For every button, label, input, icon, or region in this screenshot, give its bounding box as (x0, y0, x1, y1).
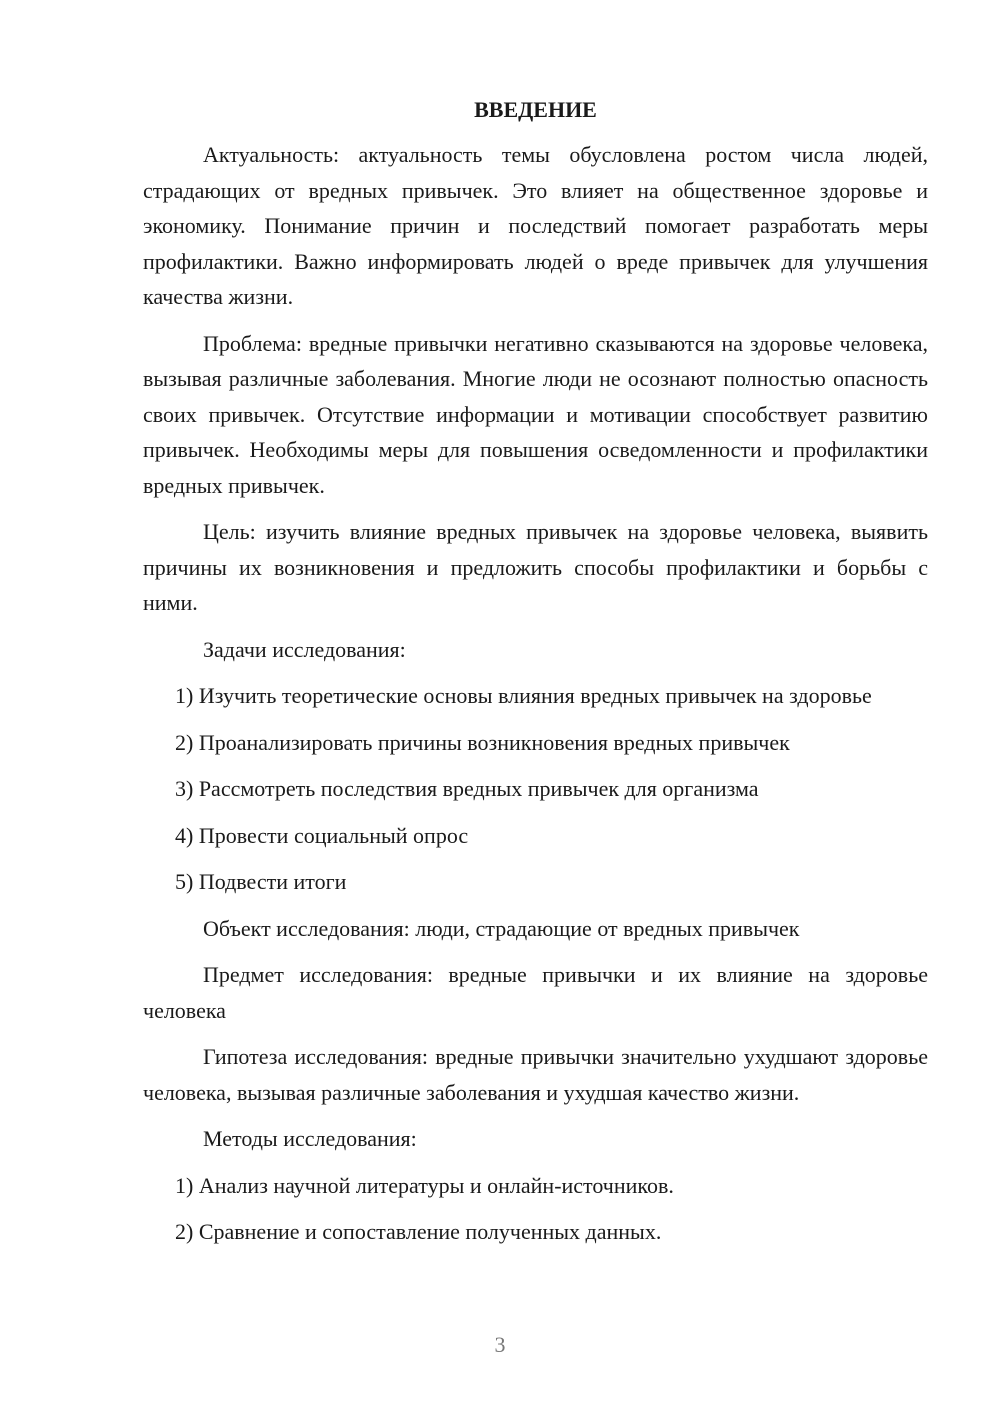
method-item-1: 1) Анализ научной литературы и онлайн-источников. (175, 1172, 674, 1198)
task-item-1: 1) Изучить теоретические основы влияния вредных привычек на здоровье (175, 683, 872, 708)
page-number: 3 (494, 1332, 506, 1357)
methods-label: Методы исследования: (203, 1126, 417, 1151)
relevance-paragraph: Актуальность: актуальность темы обусловлена ростом числа людей, страдающих от вредных привычек. Это влияет на общественное здоровье и экономику. Понимание причин и последствий помогает разработать меры профилактики. Важно информировать людей о вреде привычек для улучшения качества жизни. (143, 142, 928, 309)
task-item-2: 2) Проанализировать причины возникновения вредных привычек (175, 729, 790, 755)
hypothesis-paragraph: Гипотеза исследования: вредные привычки значительно ухудшают здоровье человека, вызывая различные заболевания и ухудшая качество жизни. (143, 1044, 928, 1105)
task-item-5: 5) Подвести итоги (175, 869, 347, 894)
subject-paragraph: Предмет исследования: вредные привычки и их влияние на здоровье человека (143, 962, 928, 1023)
method-item-2: 2) Сравнение и сопоставление полученных данных. (175, 1219, 662, 1244)
document-body (143, 92, 928, 1261)
task-item-4: 4) Провести социальный опрос (175, 822, 469, 848)
task-item-3: 3) Рассмотреть последствия вредных привычек для организма (175, 776, 759, 801)
tasks-label: Задачи исследования: (203, 636, 406, 662)
problem-paragraph: Проблема: вредные привычки негативно сказываются на здоровье человека, вызывая различные заболевания. Многие люди не осознают полностью опасность своих привычек. Отсутствие информации и мотивации способствует развитию привычек. Необходимы меры для повышения осведомленности и профилактики вредных привычек. (143, 330, 928, 498)
object-paragraph: Объект исследования: люди, страдающие от вредных привычек (203, 915, 800, 941)
page-title: ВВЕДЕНИЕ (474, 97, 597, 122)
goal-paragraph: Цель: изучить влияние вредных привычек на здоровье человека, выявить причины их возникновения и предложить способы профилактики и борьбы с ними. (143, 519, 928, 615)
